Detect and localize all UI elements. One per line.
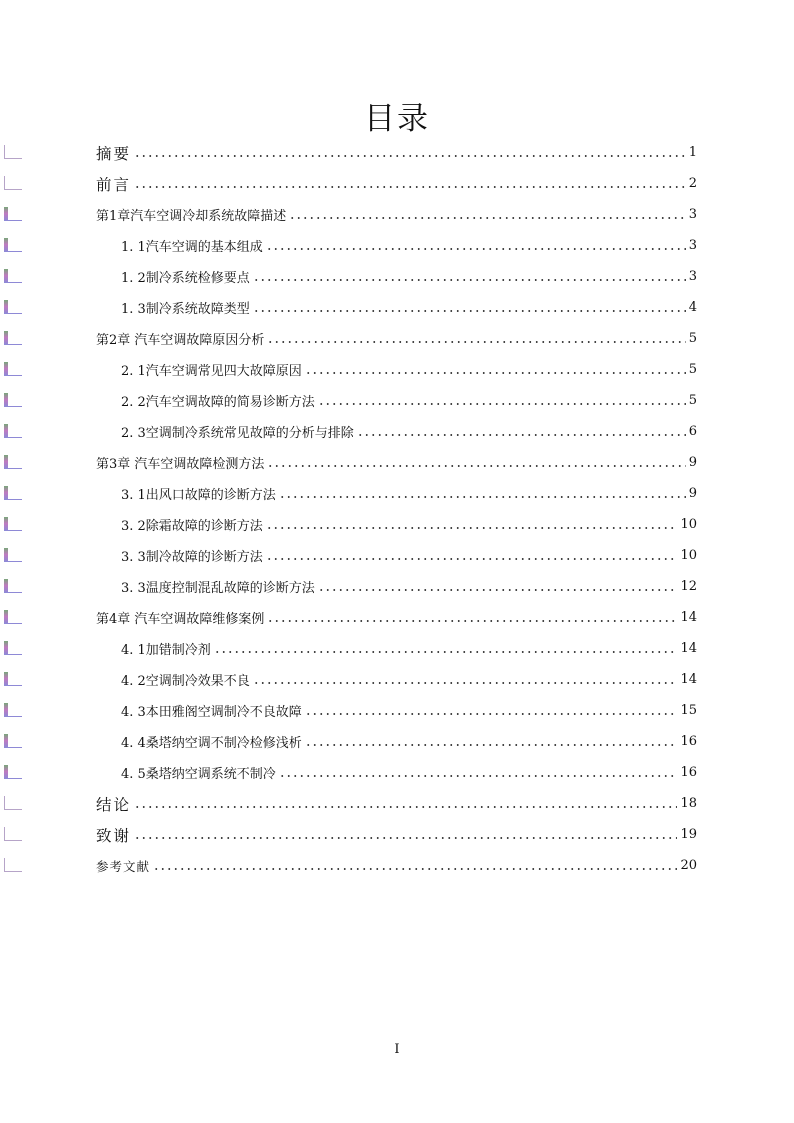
toc-row	[0, 695, 794, 726]
toc-row	[0, 261, 794, 292]
margin-marker-icon	[4, 796, 22, 810]
toc-entry-label: 2. 2汽车空调故障的简易诊断方法	[121, 395, 315, 410]
dot-leader	[305, 372, 686, 374]
toc-entry-page: 16	[680, 765, 697, 780]
margin-marker-icon	[4, 703, 22, 717]
toc-entry-section[interactable]	[121, 509, 697, 540]
toc-entry-page: 16	[680, 734, 697, 749]
toc-entry-label: 致谢	[96, 826, 132, 845]
margin-marker-icon	[4, 269, 22, 283]
toc-entry-label: 4. 4桑塔纳空调不制冷检修浅析	[121, 736, 302, 751]
toc-row	[0, 788, 794, 819]
toc-row	[0, 137, 794, 168]
toc-row	[0, 757, 794, 788]
margin-marker-icon	[4, 827, 22, 841]
dot-leader	[134, 806, 677, 808]
toc-entry-label: 结论	[96, 795, 132, 814]
toc-entry-section[interactable]	[121, 726, 697, 757]
toc-entry-page: 20	[680, 858, 697, 873]
toc-entry-conclusion[interactable]	[96, 788, 697, 819]
dot-leader	[266, 527, 678, 529]
toc-entry-chapter-4[interactable]	[96, 602, 697, 633]
margin-marker-icon	[4, 517, 22, 531]
toc-entry-section[interactable]	[121, 261, 697, 292]
toc-row	[0, 850, 794, 881]
dot-leader	[267, 341, 685, 343]
dot-leader	[134, 186, 686, 188]
margin-marker-icon	[4, 393, 22, 407]
toc-entry-references[interactable]	[96, 850, 697, 881]
toc-entry-section[interactable]	[121, 695, 697, 726]
toc-entry-section[interactable]	[121, 664, 697, 695]
dot-leader	[279, 775, 678, 777]
toc-entry-page: 5	[688, 331, 697, 346]
margin-marker-icon	[4, 331, 22, 345]
dot-leader	[253, 682, 678, 684]
toc-row	[0, 168, 794, 199]
toc-entry-abstract[interactable]	[96, 137, 697, 168]
toc-entry-section[interactable]	[121, 571, 697, 602]
margin-marker-icon	[4, 424, 22, 438]
toc-entry-label: 3. 3制冷故障的诊断方法	[121, 550, 263, 565]
toc-entry-page: 15	[680, 703, 697, 718]
toc-entry-page: 4	[688, 300, 697, 315]
toc-row	[0, 447, 794, 478]
toc-entry-section[interactable]	[121, 416, 697, 447]
toc-entry-page: 5	[688, 362, 697, 377]
toc-row	[0, 230, 794, 261]
dot-leader	[134, 155, 686, 157]
toc-entry-label: 4. 3本田雅阁空调制冷不良故障	[121, 705, 302, 720]
margin-marker-icon	[4, 858, 22, 872]
toc-entry-label: 摘要	[96, 144, 132, 163]
toc-entry-page: 14	[680, 672, 697, 687]
toc-entry-section[interactable]	[121, 230, 697, 261]
toc-entry-label: 参考文献	[96, 858, 151, 874]
toc-entry-page: 12	[680, 579, 697, 594]
dot-leader	[357, 434, 686, 436]
dot-leader	[318, 403, 686, 405]
toc-entry-section[interactable]	[121, 757, 697, 788]
toc-row	[0, 323, 794, 354]
toc-entry-chapter-3[interactable]	[96, 447, 697, 478]
toc-entry-page: 10	[680, 548, 697, 563]
toc-entry-preface[interactable]	[96, 168, 697, 199]
toc-row	[0, 292, 794, 323]
toc-entry-section[interactable]	[121, 292, 697, 323]
dot-leader	[253, 279, 686, 281]
toc-title: 目录	[364, 101, 430, 137]
toc-entry-label: 第4章 汽车空调故障维修案例	[96, 612, 265, 627]
toc-entry-page: 10	[680, 517, 697, 532]
toc-row	[0, 602, 794, 633]
toc-entry-label: 第2章 汽车空调故障原因分析	[96, 333, 265, 348]
margin-marker-icon	[4, 207, 22, 221]
toc-row	[0, 416, 794, 447]
dot-leader	[214, 651, 678, 653]
toc-row	[0, 199, 794, 230]
margin-marker-icon	[4, 362, 22, 376]
toc-entry-label: 3. 1出风口故障的诊断方法	[121, 488, 276, 503]
toc-row	[0, 509, 794, 540]
margin-marker-icon	[4, 641, 22, 655]
dot-leader	[266, 558, 678, 560]
toc-entry-label: 1. 2制冷系统检修要点	[121, 271, 250, 286]
toc-row	[0, 354, 794, 385]
toc-entry-label: 前言	[96, 175, 132, 194]
toc-entry-chapter-2[interactable]	[96, 323, 697, 354]
dot-leader	[305, 713, 678, 715]
toc-row	[0, 664, 794, 695]
toc-entry-label: 3. 3温度控制混乱故障的诊断方法	[121, 581, 315, 596]
dot-leader	[267, 465, 685, 467]
toc-entry-page: 5	[688, 393, 697, 408]
toc-row	[0, 726, 794, 757]
margin-marker-icon	[4, 176, 22, 190]
toc-entry-label: 4. 1加错制冷剂	[121, 643, 211, 658]
toc-entry-label: 1. 3制冷系统故障类型	[121, 302, 250, 317]
toc-entry-label: 2. 3空调制冷系统常见故障的分析与排除	[121, 426, 354, 441]
dot-leader	[267, 620, 677, 622]
dot-leader	[153, 868, 677, 870]
toc-row	[0, 478, 794, 509]
margin-marker-icon	[4, 610, 22, 624]
margin-marker-icon	[4, 455, 22, 469]
toc-entry-label: 4. 5桑塔纳空调系统不制冷	[121, 767, 276, 782]
toc-entry-section[interactable]	[121, 540, 697, 571]
toc-row	[0, 633, 794, 664]
toc-entry-section[interactable]	[121, 354, 697, 385]
toc-entry-page: 9	[688, 455, 697, 470]
toc-entry-label: 2. 1汽车空调常见四大故障原因	[121, 364, 302, 379]
margin-marker-icon	[4, 734, 22, 748]
toc-entry-section[interactable]	[121, 633, 697, 664]
toc-row	[0, 540, 794, 571]
margin-marker-icon	[4, 300, 22, 314]
toc-entry-page: 3	[688, 207, 697, 222]
toc-entry-page: 14	[680, 610, 697, 625]
dot-leader	[134, 837, 677, 839]
toc-entry-section[interactable]	[121, 478, 697, 509]
toc-entry-acknowledgements[interactable]	[96, 819, 697, 850]
margin-marker-icon	[4, 486, 22, 500]
dot-leader	[318, 589, 678, 591]
toc-entry-page: 2	[688, 176, 697, 191]
toc-entry-chapter-1[interactable]	[96, 199, 697, 230]
margin-marker-icon	[4, 145, 22, 159]
toc-entry-page: 18	[680, 796, 697, 811]
toc-entry-page: 3	[688, 269, 697, 284]
margin-marker-icon	[4, 765, 22, 779]
margin-marker-icon	[4, 579, 22, 593]
page-number-footer: I	[394, 1042, 400, 1057]
margin-marker-icon	[4, 548, 22, 562]
toc-entry-label: 第1章汽车空调冷却系统故障描述	[96, 209, 287, 224]
margin-marker-icon	[4, 238, 22, 252]
toc-row	[0, 385, 794, 416]
toc-entry-label: 第3章 汽车空调故障检测方法	[96, 457, 265, 472]
dot-leader	[289, 217, 685, 219]
toc-entry-page: 19	[680, 827, 697, 842]
toc-entry-page: 6	[688, 424, 697, 439]
toc-row	[0, 571, 794, 602]
toc-entry-page: 3	[688, 238, 697, 253]
toc-entry-label: 1. 1汽车空调的基本组成	[121, 240, 263, 255]
toc-entry-label: 3. 2除霜故障的诊断方法	[121, 519, 263, 534]
dot-leader	[305, 744, 678, 746]
toc-row	[0, 819, 794, 850]
toc-entry-page: 9	[688, 486, 697, 501]
toc-entry-page: 14	[680, 641, 697, 656]
toc-entry-section[interactable]	[121, 385, 697, 416]
toc-entry-label: 4. 2空调制冷效果不良	[121, 674, 250, 689]
margin-marker-icon	[4, 672, 22, 686]
dot-leader	[253, 310, 686, 312]
toc-entry-page: 1	[688, 145, 697, 160]
dot-leader	[279, 496, 686, 498]
dot-leader	[266, 248, 686, 250]
